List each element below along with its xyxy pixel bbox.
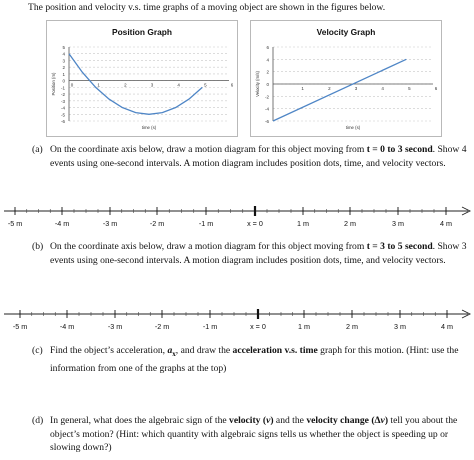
question-b-post: . Show 3 events using one-second intervals. A motion diagram includes position dots, time, and velocity vectors.	[50, 241, 467, 266]
question-c-accel: a	[167, 345, 173, 356]
question-c-post: graph for this motion. (Hint: use the information from one of the graphs at the top)	[50, 345, 459, 374]
y-tick-label: -2	[60, 92, 65, 98]
y-tick-label: 0	[62, 78, 65, 84]
x-tick-label: 3	[150, 82, 154, 88]
position-graph-title: Position Graph	[111, 27, 173, 37]
y-tick-label: -4	[264, 106, 269, 112]
x-tick-label: 1	[97, 82, 100, 88]
number-line-label: -4 m	[54, 219, 70, 228]
position-graph-plot	[47, 21, 237, 136]
position-graph	[46, 20, 238, 137]
number-line-label: 1 m	[297, 219, 309, 228]
number-line-label: 1 m	[298, 322, 310, 331]
number-line-a	[0, 204, 474, 230]
question-d-b1end: )	[270, 415, 274, 426]
number-line-label: -1 m	[198, 219, 214, 228]
question-d-b2: velocity change (	[306, 415, 375, 426]
x-tick-label: 0	[70, 82, 74, 88]
question-d-delta: Δ	[374, 415, 381, 426]
number-line-label: 4 m	[440, 219, 452, 228]
question-c-bold: acceleration v.s. time	[232, 345, 318, 356]
question-d-p2: and the	[273, 415, 307, 426]
y-tick-label: 3	[62, 58, 65, 64]
x-tick-label: 4	[381, 86, 384, 91]
y-tick-label: -6	[60, 119, 65, 124]
y-tick-label: 0	[266, 82, 269, 87]
number-line-label: -2 m	[149, 219, 165, 228]
y-tick-label: -4	[60, 105, 65, 111]
question-c-mid: , and draw the	[175, 345, 233, 356]
number-line-b	[0, 307, 474, 333]
velocity-graph-plot	[251, 21, 441, 136]
velocity-graph	[250, 20, 442, 137]
question-a-post: . Show 4 events using one-second intervals. A motion diagram includes position dots, time, and velocity vectors.	[50, 144, 467, 169]
x-tick-label: 2	[124, 82, 127, 88]
y-tick-label: 2	[266, 69, 269, 75]
question-d-b2end: )	[384, 415, 389, 426]
x-tick-label: 4	[177, 82, 180, 88]
y-tick-label: -3	[60, 98, 65, 104]
question-d-b1: velocity (	[229, 415, 267, 426]
number-line-label: -4 m	[59, 322, 75, 331]
number-line-label: 3 m	[394, 322, 406, 331]
number-line-label: x = 0	[247, 219, 263, 228]
question-d-v: v	[266, 415, 271, 426]
question-c-label: (c)	[32, 345, 43, 356]
question-d-dv: v	[380, 415, 385, 426]
x-tick-label: 2	[328, 86, 331, 91]
number-line-label: -3 m	[102, 219, 118, 228]
y-tick-label: -2	[264, 94, 269, 100]
question-c-sub: x	[172, 349, 176, 358]
y-axis-label: Position (m)	[51, 72, 56, 96]
question-d-p1: In general, what does the algebraic sign of the	[50, 415, 230, 426]
y-tick-label: 5	[62, 45, 65, 50]
y-tick-label: 4	[62, 51, 65, 57]
y-tick-label: 4	[266, 57, 269, 63]
number-line-label: -2 m	[154, 322, 170, 331]
x-tick-label: 5	[204, 82, 207, 88]
x-tick-label: 3	[354, 86, 358, 91]
number-line-label: 4 m	[441, 322, 453, 331]
question-b-label: (b)	[32, 241, 44, 252]
question-c-pre: Find the object’s acceleration,	[50, 345, 168, 356]
number-line-label: -1 m	[202, 322, 218, 331]
number-line-label: 2 m	[344, 219, 356, 228]
x-tick-label: 5	[408, 86, 411, 91]
x-axis-label: time (s)	[141, 125, 157, 130]
question-a-bold: t = 0 to 3 second	[366, 144, 433, 155]
question-a-text	[50, 143, 474, 170]
data-series-line	[273, 59, 406, 121]
number-line-label: 3 m	[392, 219, 404, 228]
y-tick-label: -6	[264, 119, 269, 124]
question-d-text	[50, 414, 474, 455]
intro-text: The position and velocity v.s. time graphs of a moving object are shown in the figures below.	[28, 2, 386, 13]
question-d-p3: tell you about the object’s motion? (Hint: which quantity with algebraic signs tells us whether the object is speeding up or slowing down?)	[50, 415, 458, 454]
question-d-label: (d)	[32, 415, 44, 426]
question-b-pre: On the coordinate axis below, draw a motion diagram for this object moving from	[50, 241, 367, 252]
number-line-label: x = 0	[250, 322, 266, 331]
y-tick-label: 6	[266, 45, 269, 50]
number-line-label: -5 m	[12, 322, 28, 331]
question-b-bold: t = 3 to 5 second	[366, 241, 433, 252]
question-c-text	[50, 344, 474, 375]
y-tick-label: 1	[62, 71, 65, 77]
question-a-label: (a)	[32, 144, 43, 155]
y-tick-label: -5	[60, 112, 65, 118]
number-line-label: -5 m	[7, 219, 23, 228]
x-axis-label: time (s)	[345, 125, 361, 130]
y-tick-label: 2	[62, 65, 65, 71]
x-tick-label: 1	[301, 86, 304, 91]
question-b-text	[50, 240, 474, 267]
y-tick-label: -1	[60, 85, 65, 91]
velocity-graph-title: Velocity Graph	[316, 27, 376, 37]
number-line-label: 2 m	[346, 322, 358, 331]
x-tick-label: 6	[230, 82, 234, 88]
data-series-line	[69, 54, 202, 115]
y-axis-label: Velocity (m/s)	[255, 71, 260, 97]
question-a-pre: On the coordinate axis below, draw a motion diagram for this object moving from	[50, 144, 367, 155]
number-line-label: -3 m	[107, 322, 123, 331]
x-tick-label: 6	[434, 86, 438, 91]
